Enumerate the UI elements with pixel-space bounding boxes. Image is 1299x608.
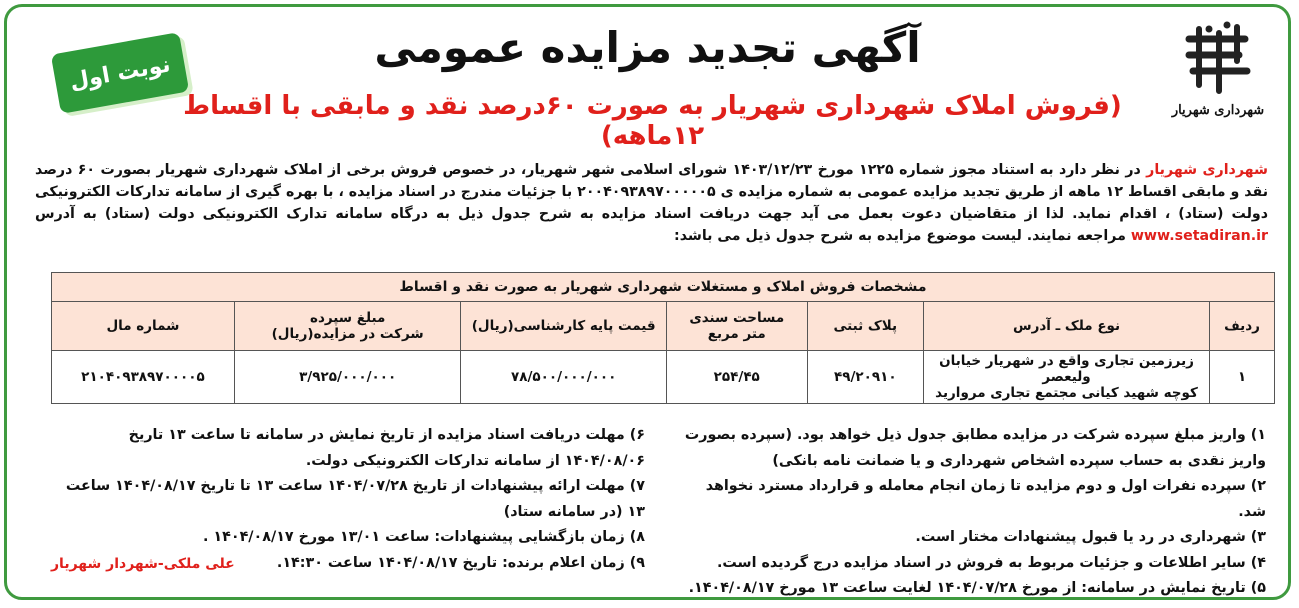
header-area-line1: مساحت سندی bbox=[689, 310, 785, 326]
cell-deposit: ۳/۹۲۵/۰۰۰/۰۰۰ bbox=[234, 351, 461, 404]
header-area bbox=[666, 302, 807, 351]
shahriar-logo-icon bbox=[1179, 21, 1257, 99]
intro-tail: مراجعه نمایند. لیست موضوع مزایده به شرح جدول ذیل می باشد: bbox=[674, 228, 1131, 244]
header-deposit-line1: مبلغ سپرده bbox=[309, 310, 386, 326]
condition-line: ۴) سایر اطلاعات و جزئیات مربوط به فروش در اسناد مزایده درج گردیده است. bbox=[716, 554, 1266, 571]
notice-subtitle: (فروش املاک شهرداری شهریار به صورت ۶۰درصد نقد و مابقی با اقساط ۱۲ماهه) bbox=[183, 91, 1122, 151]
header-price: قیمت پایه کارشناسی(ریال) bbox=[461, 302, 666, 351]
cell-account: ۲۱۰۴۰۹۳۸۹۷۰۰۰۰۵ bbox=[52, 351, 235, 404]
notice-title: آگهی تجدید مزایده عمومی bbox=[374, 23, 921, 72]
cell-price: ۷۸/۵۰۰/۰۰۰/۰۰۰ bbox=[461, 351, 666, 404]
header-account: شماره مال bbox=[52, 302, 235, 351]
table-row bbox=[52, 351, 1275, 404]
header-row-number: ردیف bbox=[1210, 302, 1275, 351]
condition-line: ۹) زمان اعلام برنده: تاریخ ۱۴۰۴/۰۸/۱۷ ساعت ۱۴:۳۰. bbox=[276, 554, 645, 571]
condition-line: ۲) سپرده نفرات اول و دوم مزایده تا زمان انجام معامله و قرارداد مسترد نخواهد شد. bbox=[705, 478, 1266, 520]
cell-plate: ۴۹/۲۰۹۱۰ bbox=[807, 351, 923, 404]
condition-line: ۷) مهلت ارائه پیشنهادات از تاریخ ۱۴۰۴/۰۷/۲۸ ساعت ۱۳ تا تاریخ ۱۴۰۴/۰۸/۱۷ ساعت bbox=[65, 478, 645, 494]
condition-line: ۳) شهرداری در رد یا قبول پیشنهادات مختار است. bbox=[915, 529, 1266, 545]
cell-type-line1: زیرزمین تجاری واقع در شهریار خیابان ولیعصر bbox=[939, 353, 1194, 385]
municipality-logo bbox=[1170, 21, 1266, 131]
condition-line: ۸) زمان بازگشایی پیشنهادات: ساعت ۱۳/۰۱ مورخ ۱۴۰۴/۰۸/۱۷ . bbox=[202, 529, 645, 545]
intro-paragraph bbox=[35, 159, 1268, 247]
cell-area: ۲۵۴/۴۵ bbox=[666, 351, 807, 404]
notice-frame bbox=[4, 4, 1291, 600]
condition-line: ۵) تاریخ نمایش در سامانه: از مورخ ۱۴۰۴/۰۷/۲۸ لغایت ساعت ۱۳ مورخ ۱۴۰۴/۰۸/۱۷. bbox=[688, 580, 1266, 596]
condition-line: ۶) مهلت دریافت اسناد مزایده از تاریخ نمایش در سامانه تا ساعت ۱۳ تاریخ bbox=[128, 427, 645, 443]
header-type-address: نوع ملک ـ آدرس bbox=[923, 302, 1209, 351]
header-deposit-line2: شرکت در مزایده(ریال) bbox=[271, 326, 424, 342]
cell-type-address bbox=[923, 351, 1209, 404]
conditions-right bbox=[676, 423, 1266, 602]
condition-line: واریز نقدی به حساب سپرده اشخاص شهرداری و یا ضمانت نامه بانکی) bbox=[772, 452, 1266, 469]
condition-line: ۱) واریز مبلغ سپرده شرکت در مزایده مطابق جدول ذیل خواهد بود. (سپرده بصورت bbox=[684, 427, 1266, 443]
properties-table bbox=[51, 272, 1275, 404]
intro-text: در نظر دارد به استناد مجوز شماره ۱۲۲۵ مورخ ۱۴۰۳/۱۲/۲۳ شورای اسلامی شهر شهریار، در خصوص فروش برخی از املاک شهرداری شهریار بصورت ۶۰ درصد نقد و مابقی اقساط ۱۲ ماهه از طریق تجدید مزایده عمومی به شماره مزایده ی ۲۰۰۴۰۹۳۸۹۷۰۰۰۰۰۵ با جزئیات مندرج در اسناد مزایده ، با بهره گیری از سامانه تدارکات الکترونیکی دولت (ستاد) ، اقدام نماید. لذا از متقاضیان دعوت بعمل می آید جهت دریافت اسناد مزایده به شرح جدول ذیل به درگاه سامانه تدارک الکترونیکی دولت (ستاد) به آدرس bbox=[35, 162, 1269, 222]
condition-line: ۱۳ (در سامانه ستاد) bbox=[503, 503, 645, 520]
cell-type-line2: کوچه شهید کیانی مجتمع تجاری مروارید bbox=[935, 385, 1198, 401]
header-area-line2: متر مربع bbox=[707, 326, 766, 342]
cell-row-number: ۱ bbox=[1210, 351, 1275, 404]
round-badge-label: نوبت اول bbox=[67, 51, 173, 95]
conditions-left bbox=[47, 423, 645, 576]
setad-link[interactable]: www.setadiran.ir bbox=[1130, 228, 1268, 244]
mayor-signature: علی ملکی-شهردار شهریار bbox=[51, 556, 235, 572]
condition-line: ۱۴۰۴/۰۸/۰۶ از سامانه تدارکات الکترونیکی دولت. bbox=[305, 452, 645, 469]
table-caption: مشخصات فروش املاک و مستغلات شهرداری شهریار به صورت نقد و اقساط bbox=[52, 273, 1275, 302]
header-plate: پلاک ثبتی bbox=[807, 302, 923, 351]
logo-caption: شهرداری شهریار bbox=[1171, 103, 1265, 118]
header-deposit bbox=[234, 302, 461, 351]
organization-name: شهرداری شهریار bbox=[1146, 162, 1268, 178]
